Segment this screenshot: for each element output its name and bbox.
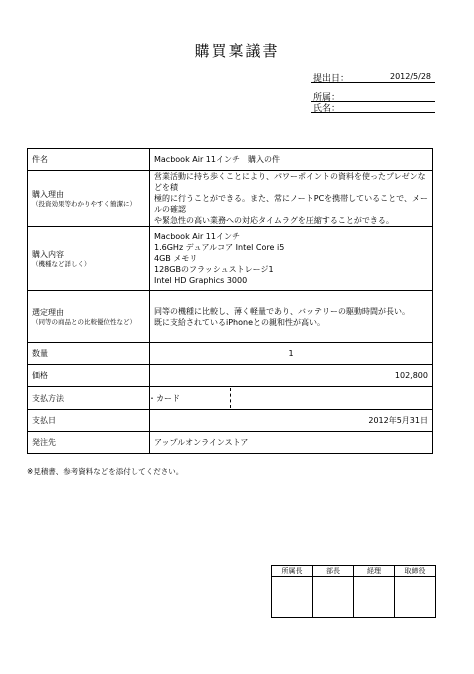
content-label-cell	[28, 227, 150, 291]
vendor-label: 発注先	[28, 432, 150, 454]
selection-value[interactable]	[150, 291, 433, 343]
quantity-label: 数量	[28, 343, 150, 365]
purchase-request-form	[27, 148, 433, 454]
content-line: 1.6GHz デュアルコア Intel Core i5	[154, 243, 285, 252]
reason-line: 営業活動に持ち歩くことにより、パワーポイントの資料を使ったプレゼンなどを積	[154, 172, 426, 192]
approval-header: 所属長	[272, 566, 313, 577]
approval-stamp-table	[271, 565, 436, 618]
approval-header: 部長	[313, 566, 354, 577]
approval-stamp-row	[272, 577, 436, 618]
reason-value[interactable]	[150, 171, 433, 227]
content-value[interactable]	[150, 227, 433, 291]
form-row-selection	[28, 291, 433, 343]
department-label: 所属：	[313, 93, 341, 103]
item-name-label: 件名	[28, 149, 150, 171]
reason-line: や緊急性の高い業務への対応タイムラグを圧縮することができる。	[154, 216, 394, 225]
applicant-name-label: 氏名：	[313, 104, 341, 114]
form-row-quantity	[28, 343, 433, 365]
applicant-name-underline	[311, 112, 435, 113]
selection-sublabel: （同等の商品との比較優位性など）	[32, 317, 136, 326]
document-title: 購買稟議書	[194, 42, 280, 60]
approval-stamp-box[interactable]	[272, 577, 313, 618]
form-row-vendor	[28, 432, 433, 454]
form-row-item-name	[28, 149, 433, 171]
submit-date-label: 提出日：	[313, 74, 350, 84]
content-line: Macbook Air 11インチ	[154, 232, 240, 241]
reason-line: 極的に行うことができる。また、常にノートPCを携帯していることで、メールの確認	[154, 194, 429, 214]
approval-header-row	[272, 566, 436, 577]
reason-label-cell	[28, 171, 150, 227]
selection-label-cell	[28, 291, 150, 343]
pay-date-label: 支払日	[28, 410, 150, 432]
approval-stamp-box[interactable]	[313, 577, 354, 618]
pay-date-value[interactable]: 2012年5月31日	[150, 410, 433, 432]
approval-stamp-box[interactable]	[395, 577, 436, 618]
selection-line: 既に支給されているiPhoneとの親和性が高い。	[154, 317, 326, 327]
selection-line: 同等の機種に比較し、薄く軽量であり、バッテリーの駆動時間が長い。	[154, 306, 410, 316]
approval-header: 取締役	[395, 566, 436, 577]
form-row-pay-date	[28, 410, 433, 432]
selection-label: 選定理由	[32, 307, 64, 317]
content-line: 4GB メモリ	[154, 254, 198, 263]
content-sublabel: （機種など詳しく）	[32, 259, 91, 268]
quantity-value[interactable]: 1	[150, 343, 433, 365]
form-row-reason	[28, 171, 433, 227]
payment-label: 支払方法	[28, 387, 150, 410]
submit-date-value[interactable]: 2012/5/28	[390, 72, 432, 81]
content-label: 購入内容	[32, 249, 64, 259]
content-line: Intel HD Graphics 3000	[154, 276, 248, 285]
approval-header: 経理	[354, 566, 395, 577]
price-value[interactable]: 102,800	[150, 365, 433, 387]
item-name-value[interactable]: Macbook Air 11インチ 購入の件	[150, 149, 433, 171]
attachment-note: ※見積書、参考資料などを添付してください。	[27, 467, 184, 476]
submit-date-underline	[311, 82, 435, 83]
form-row-content	[28, 227, 433, 291]
vendor-value[interactable]: アップルオンラインストア	[150, 432, 433, 454]
payment-value: ・カード	[148, 394, 180, 403]
price-label: 価格	[28, 365, 150, 387]
payment-divider	[230, 388, 231, 408]
reason-label: 購入理由	[32, 189, 64, 199]
payment-value-cell[interactable]	[150, 387, 433, 410]
reason-sublabel: （投資効果等わかりやすく簡潔に）	[32, 199, 136, 208]
content-line: 128GBのフラッシュストレージ1	[154, 265, 274, 274]
form-row-payment	[28, 387, 433, 410]
approval-stamp-box[interactable]	[354, 577, 395, 618]
form-row-price	[28, 365, 433, 387]
